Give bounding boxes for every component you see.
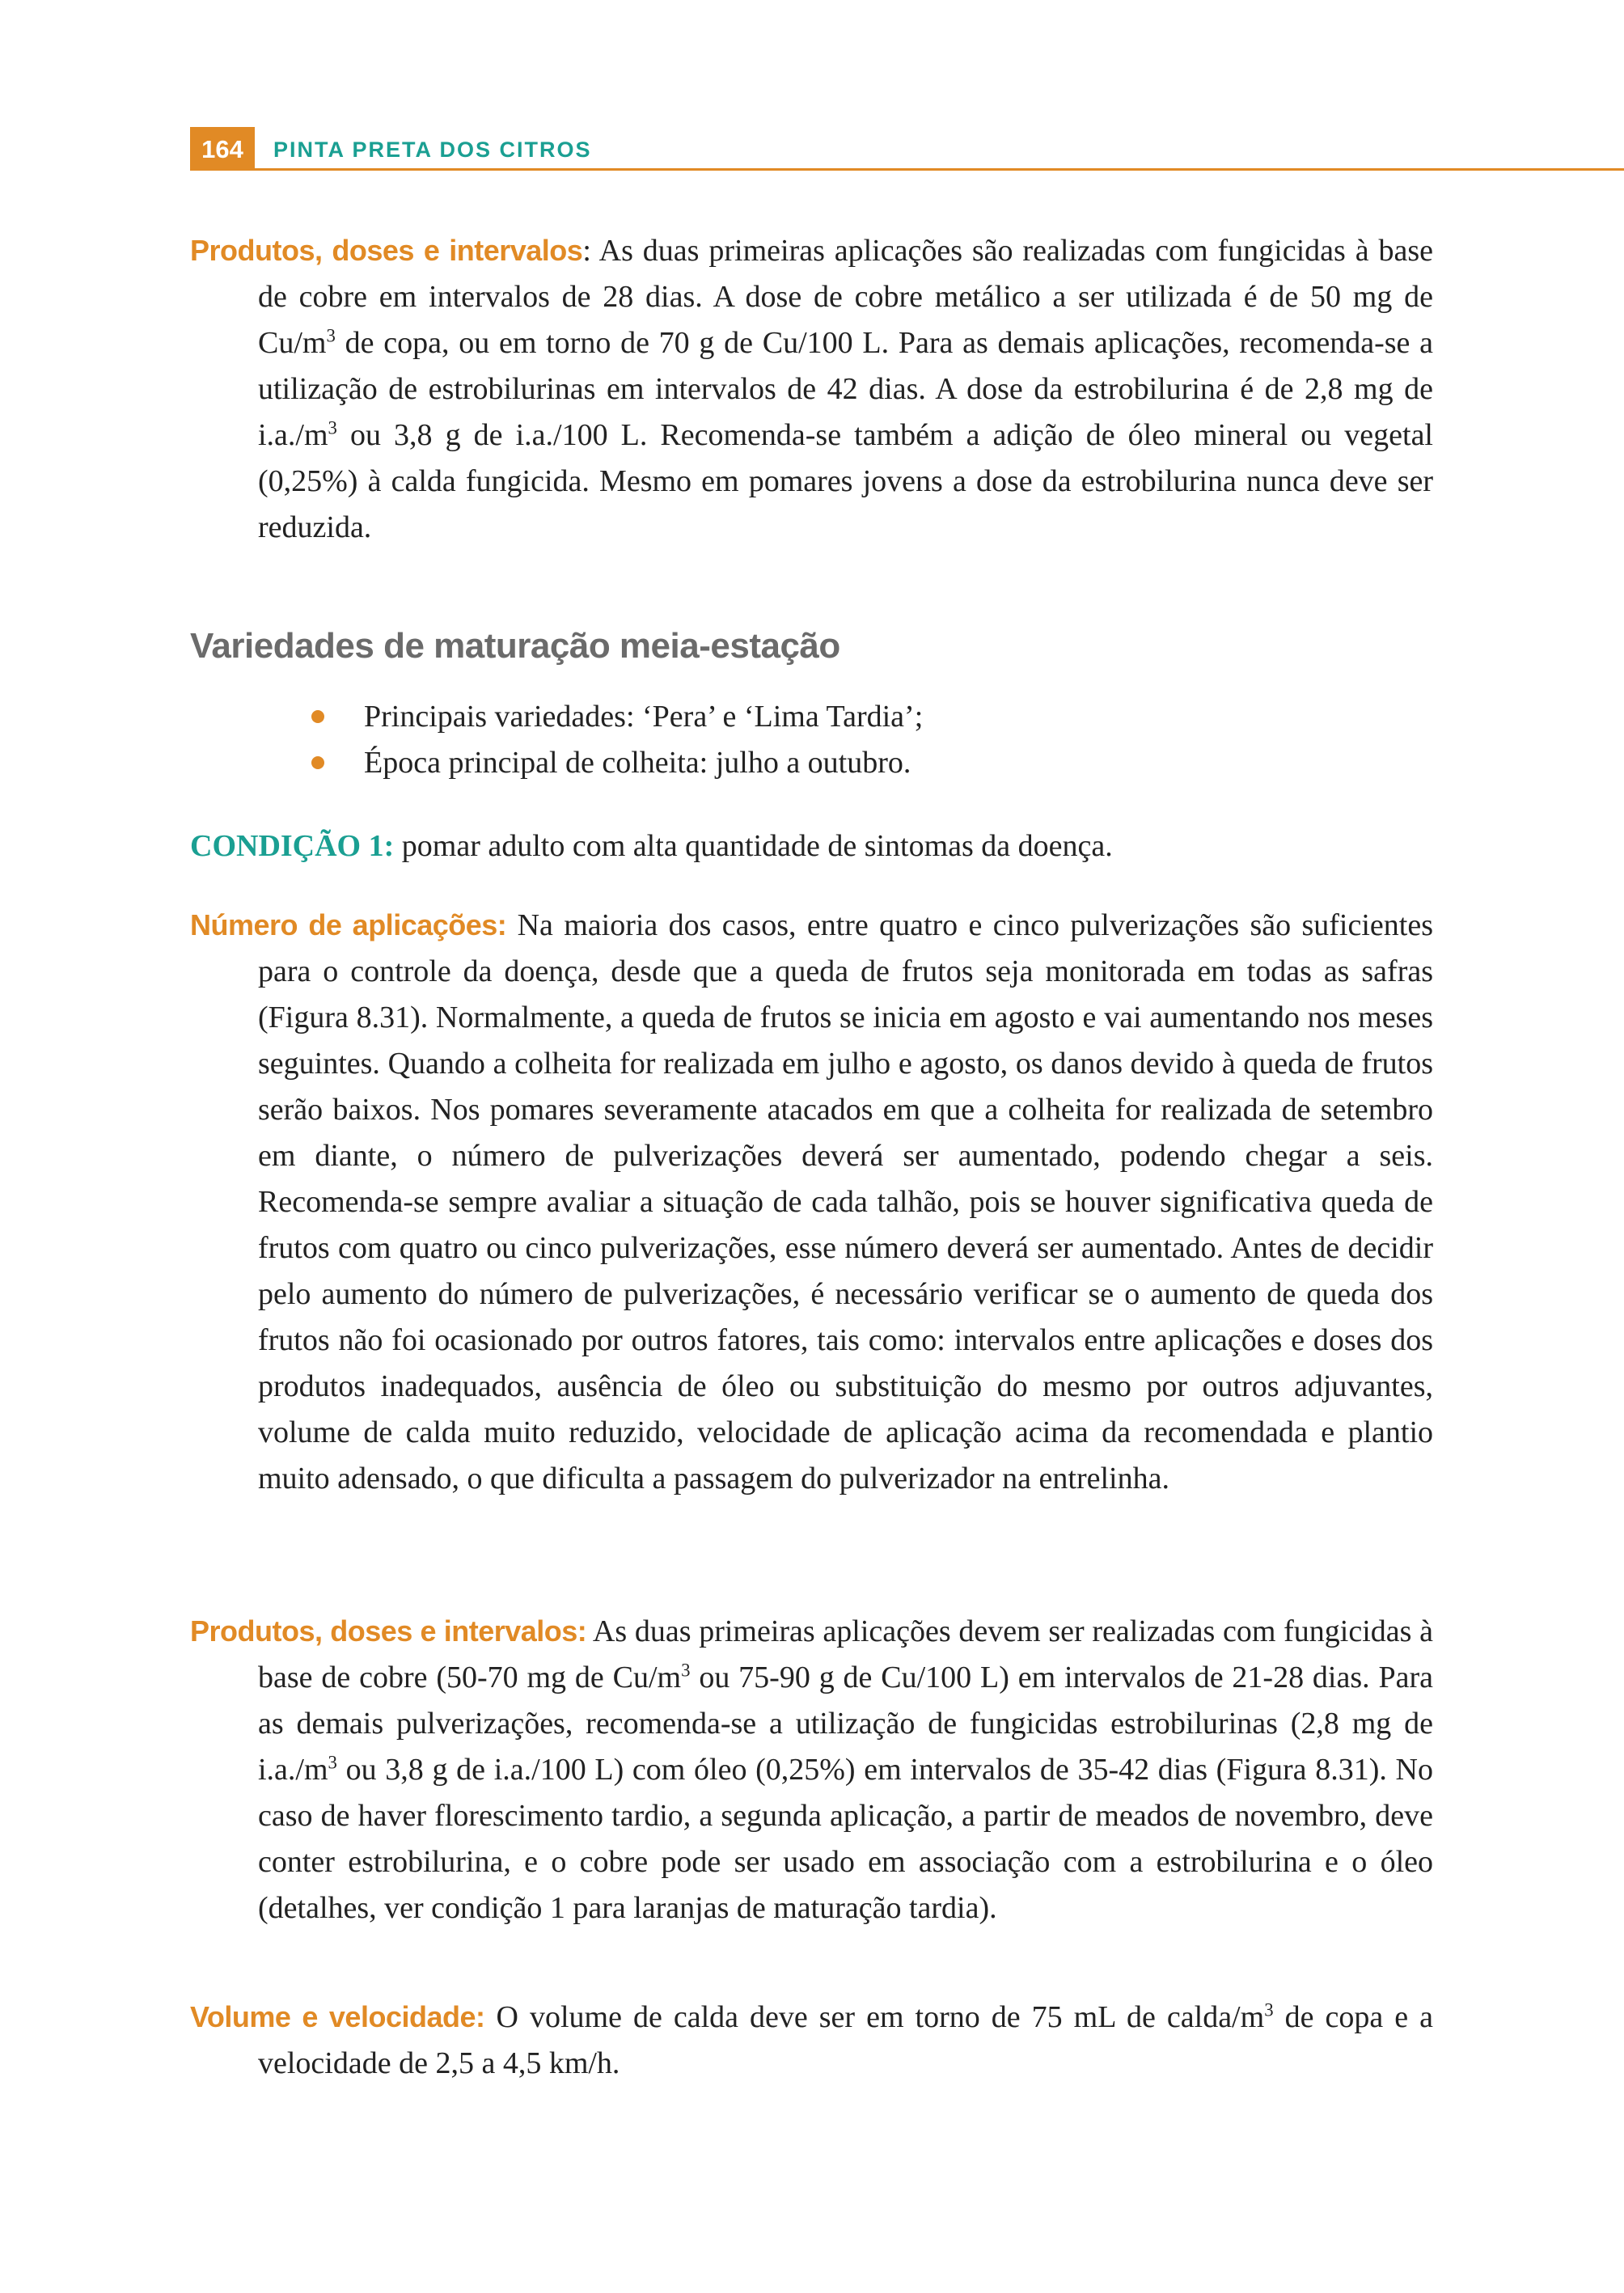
paragraph-products-doses-2 — [190, 1608, 1433, 1931]
paragraph-text — [190, 902, 1433, 1502]
superscript: 3 — [681, 1660, 691, 1681]
paragraph-text-part: ou 75-90 g de Cu/100 L) em intervalos de 21-28 dias. Para as demais pulverizações, recomenda-se a utilização de fungicidas estrobilurinas (2,8 mg de i.a./m — [258, 1661, 1433, 1787]
paragraph-text — [190, 227, 1433, 551]
list-item-text: Época principal de colheita: julho a outubro. — [364, 746, 911, 780]
paragraph-text-part: O volume de calda deve ser em torno de 75 mL de calda/m — [484, 2000, 1265, 2034]
superscript: 3 — [326, 325, 336, 346]
paragraph-text-part: ou 3,8 g de i.a./100 L. Recomenda-se também a adição de óleo mineral ou vegetal (0,25%) à calda fungicida. Mesmo em pomares jovens a dose da estrobilurina nunca deve ser reduzida. — [258, 418, 1433, 544]
paragraph-products-doses-1 — [190, 227, 1433, 551]
paragraph-text-part: Na maioria dos casos, entre quatro e cinco pulverizações são suficientes para o controle da doença, desde que a queda de frutos seja monitorada em todas as safras (Figura 8.31). Normalmente, a queda de frutos se inicia em agosto e vai aumentando nos meses seguintes. Quando a colheita for realizada em julho e agosto, os danos devido à queda de frutos serão baixos. Nos pomares severamente atacados em que a colheita for realizada de setembro em diante, o número de pulverizações deverá ser aumentado, podendo chegar a seis. Recomenda-se sempre avaliar a situação de cada talhão, pois se houver significativa queda de frutos com quatro ou cinco pulverizações, esse número deverá ser aumentado. Antes de decidir pelo aumento do número de pulverizações, é necessário verificar se o aumento de queda dos frutos não foi ocasionado por outros fatores, tais como: intervalos entre aplicações e doses dos produtos inadequados, ausência de óleo ou substituição do mesmo por outros adjuvantes, volume de calda muito reduzido, velocidade de aplicação acima da recomendada e plantio muito adensado, o que dificulta a passagem do pulverizador na entrelinha. — [258, 908, 1433, 1496]
bullet-icon — [311, 756, 324, 769]
paragraph-text-part: de copa e a velocidade de 2,5 a 4,5 km/h. — [258, 2000, 1433, 2080]
paragraph-lead-label: Número de aplicações: — [190, 908, 507, 941]
header-rule — [255, 168, 1624, 171]
superscript: 3 — [328, 417, 337, 438]
paragraph-text-part: As duas primeiras aplicações devem ser realizadas com fungicidas à base de cobre (50-70 mg de Cu/m — [258, 1614, 1433, 1694]
list-item-text: Principais variedades: ‘Pera’ e ‘Lima Tardia’; — [364, 700, 924, 734]
condition-label: CONDIÇÃO 1: — [190, 829, 395, 863]
paragraph-text — [190, 1608, 1433, 1931]
paragraph-number-of-applications — [190, 902, 1433, 1502]
page-number: 164 — [190, 127, 255, 171]
paragraph-text-part: de copa, ou em torno de 70 g de Cu/100 L. Para as demais aplicações, recomenda-se a utilização de estrobilurinas em intervalos de 42 dias. A dose da estrobilurina é de 2,8 mg de i.a./m — [258, 326, 1433, 452]
superscript: 3 — [328, 1752, 337, 1773]
paragraph-lead-label: Produtos, doses e intervalos — [190, 234, 583, 267]
bullet-list — [311, 694, 923, 786]
running-title: PINTA PRETA DOS CITROS — [273, 137, 592, 162]
paragraph-text-part: ou 3,8 g de i.a./100 L) com óleo (0,25%) em intervalos de 35-42 dias (Figura 8.31). No caso de haver florescimento tardio, a segunda aplicação, a partir de meados de novembro, deve conter estrobilurina, e o cobre pode ser usado em associação com a estrobilurina e o óleo (detalhes, ver condição 1 para laranjas de maturação tardia). — [258, 1753, 1433, 1925]
paragraph-text-part: : As duas primeiras aplicações são realizadas com fungicidas à base de cobre em intervalos de 28 dias. A dose de cobre metálico a ser utilizada é de 50 mg de Cu/m — [258, 234, 1433, 360]
superscript: 3 — [1264, 1999, 1274, 2020]
page-header — [190, 127, 1624, 171]
paragraph-volume-speed — [190, 1994, 1433, 2087]
paragraph-text — [190, 1994, 1433, 2087]
paragraph-lead-label: Produtos, doses e intervalos: — [190, 1614, 587, 1648]
bullet-icon — [311, 710, 324, 723]
condition-line — [190, 823, 1113, 869]
condition-text: pomar adulto com alta quantidade de sintomas da doença. — [394, 829, 1113, 863]
paragraph-lead-label: Volume e velocidade: — [190, 2000, 485, 2033]
list-item — [311, 694, 923, 740]
section-heading: Variedades de maturação meia-estação — [190, 626, 840, 666]
list-item — [311, 740, 923, 786]
